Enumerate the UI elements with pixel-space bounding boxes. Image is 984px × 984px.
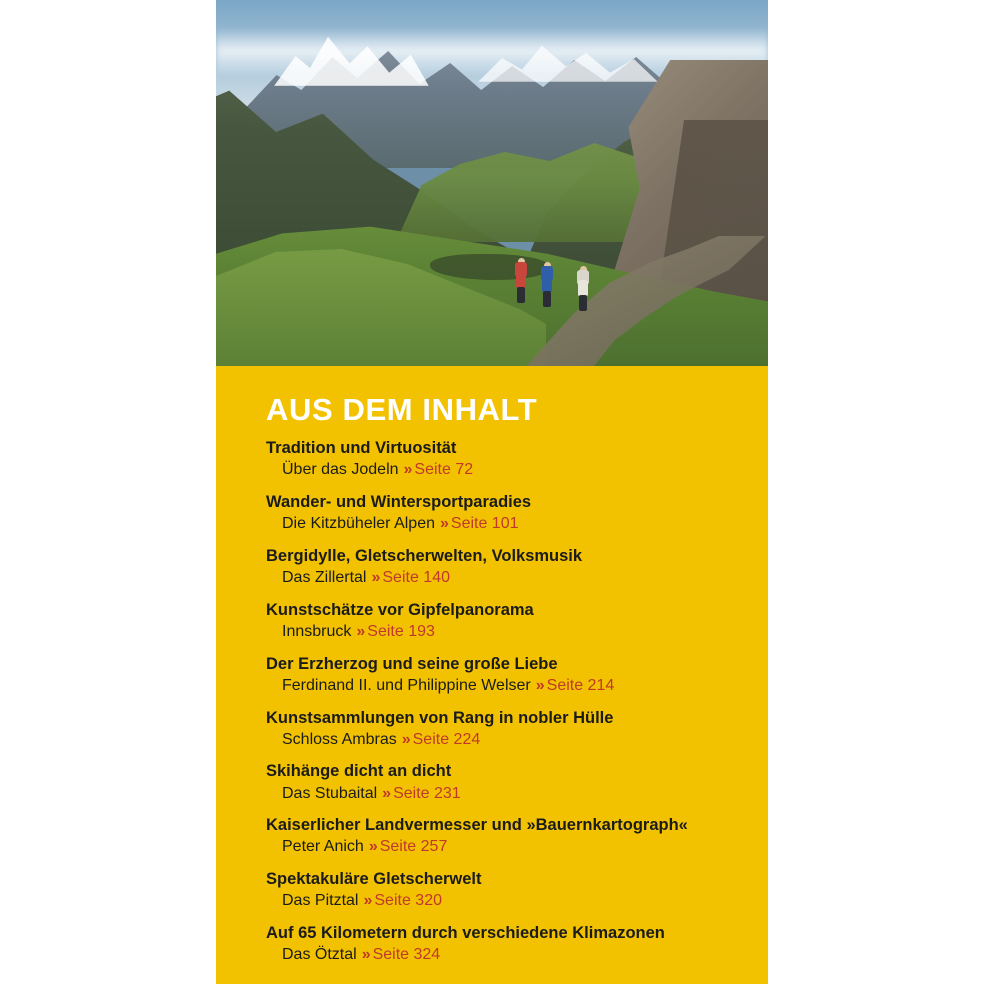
hiker-legs [579,295,587,311]
toc-entry-page: Seite 257 [379,838,448,856]
toc-entry-subline [282,460,734,481]
toc-entry-page: Seite 224 [412,730,481,748]
chevron-double-right-icon: » [356,622,366,640]
toc-entry-subline [282,837,734,858]
toc-entry-subject: Das Ötztal [282,946,357,964]
toc-entry-subject: Schloss Ambras [282,730,397,748]
chevron-double-right-icon: » [368,838,378,856]
toc-entry[interactable] [266,708,734,751]
toc-entry[interactable] [266,546,734,589]
toc-entry-subject: Peter Anich [282,838,364,856]
toc-entry-subline [282,514,734,535]
toc-entry-subject: Die Kitzbüheler Alpen [282,515,435,533]
cover-panel [216,0,768,984]
toc-entry-page: Seite 320 [374,892,442,910]
table-of-contents [216,366,768,984]
toc-entry-heading: Tradition und Virtuosität [266,439,457,457]
page-title: AUS DEM INHALT [266,392,538,427]
toc-entry-heading: Spektakuläre Gletscherwelt [266,870,482,889]
toc-entry-subject: Das Pitztal [282,892,359,910]
chevron-double-right-icon: » [439,515,449,533]
toc-entry-heading: Wander- und Wintersportparadies [266,492,532,511]
toc-entry-subline [282,676,734,697]
chevron-double-right-icon: » [382,784,392,802]
toc-entry-subline [282,568,734,589]
toc-entry-heading: Kunstschätze vor Gipfelpanorama [266,600,534,619]
toc-entry[interactable] [266,815,734,858]
toc-entry-subject: Innsbruck [282,622,352,640]
toc-entry-subline [282,622,734,643]
toc-entry[interactable] [266,923,734,966]
toc-entry[interactable] [266,654,734,697]
toc-entry-subline [282,730,734,751]
toc-entry[interactable] [266,492,734,535]
chevron-double-right-icon: » [535,676,545,694]
toc-entry-page: Seite 72 [414,461,474,479]
toc-entry-heading: Der Erzherzog und seine große Liebe [266,654,558,673]
toc-entry-page: Seite 214 [546,676,615,694]
toc-entry-heading: Bergidylle, Gletscherwelten, Volksmusik [266,546,583,565]
hiker-legs [543,291,551,307]
toc-entry-subline [282,945,734,966]
mountain-hiking-photo [216,0,768,366]
toc-entry-heading: Skihänge dicht an dicht [266,762,452,781]
chevron-double-right-icon: » [363,892,373,910]
toc-entry-page: Seite 140 [382,568,450,586]
toc-entry-list [216,438,768,966]
toc-entry-subline [282,891,734,912]
toc-entry-page: Seite 324 [372,946,441,964]
toc-entry-subject: Das Stubaital [282,784,378,802]
toc-entry-heading: Kaiserlicher Landvermesser und »Bauernkartograph« [266,816,688,835]
chevron-double-right-icon: » [401,730,411,748]
toc-entry-subject: Ferdinand II. und Philippine Welser [282,676,531,694]
hiker-legs [517,287,525,303]
toc-entry[interactable] [266,438,734,481]
toc-entry[interactable] [266,761,734,804]
toc-entry-subject: Über das Jodeln [282,461,399,479]
toc-entry-heading: Kunstsammlungen von Rang in nobler Hülle [266,708,614,727]
toc-entry-page: Seite 101 [450,515,519,533]
toc-entry-subject: Das Zillertal [282,568,367,586]
toc-entry-page: Seite 193 [367,622,435,640]
toc-entry[interactable] [266,869,734,912]
toc-entry-heading: Auf 65 Kilometern durch verschiedene Klimazonen [266,924,665,943]
toc-entry-subline [282,784,734,805]
toc-entry[interactable] [266,600,734,643]
chevron-double-right-icon: » [361,946,371,964]
toc-entry-page: Seite 231 [393,784,461,802]
chevron-double-right-icon: » [403,461,413,479]
chevron-double-right-icon: » [371,568,381,586]
